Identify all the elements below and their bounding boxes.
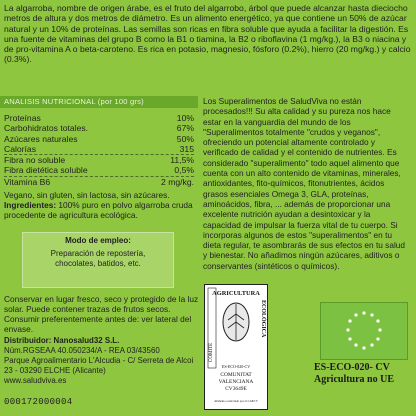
seal-name1: COMUNITAT [220,372,252,378]
seal-arc-left: COMITÉ [209,342,214,362]
seal-footer: Alimento controlado por el CAECV [214,399,258,403]
eu-origin: Agricultura no UE [314,374,394,385]
seal-arc-top: AGRICULTURA [212,290,260,297]
eu-certification-text [314,362,414,386]
usage-text: Preparación de repostería, chocolates, batidos, etc. [50,249,146,268]
nutrition-header: ANALISIS NUTRICIONAL (por 100 grs) [0,96,198,108]
nutrition-row: Fibra dietética soluble 0,5% [4,165,194,176]
nutrition-row: Fibra no soluble 11,5% [4,155,194,166]
vegan-claim: Vegano, sin gluten, sin lactosa, sin azúcares. [4,190,170,200]
storage-text: Conservar en lugar fresco, seco y protegido de la luz solar. Puede contener trazas de frutos secos. Consumir preferentemente antes de: ver lateral del envase. [4,294,199,334]
eu-code: ES-ECO-020- CV [314,362,390,373]
registry-number: Núm.RGSEAA 40.050234/A - REA 03/43560 [4,346,160,355]
organic-seal [204,284,268,410]
nutrition-row: Vitamina B6 2 mg/kg. [4,176,194,187]
nutrition-row: Azúcares naturales 50% [4,133,194,144]
website-link[interactable]: www.saludviva.es [4,376,67,385]
product-description: La algarroba, nombre de origen árabe, es el fruto del algarrobo, árbol que puede alcanzar hasta dieciocho metros de altura y dos metros de diámetro. Es un alimento energético, ya que contiene un 50% de azúcar natural y un 10% de proteínas. Las semillas son ricas en fibra soluble que ayuda a facilitar la digestión. Es una fuente de vitaminas del grupo B como la B1 o tiamina, la B2 o riboflavina (1 mg/kg.), la B3 o niacina y de pro-vitamina A o beta-caroteno. Es rica en potasio, magnesio, fósforo (0.2%), hierro (20 mg/kg.) y calcio (0.3%). [4,3,411,65]
nutrition-row: Proteínas 10% [4,113,194,123]
nutrition-row: Carbohidratos totales. 67% [4,123,194,134]
seal-code: ES-ECO-020-CV [221,364,251,369]
superfood-description: Los Superalimentos de SaludViva no están procesados!!! Su alta calidad y su pureza nos hace estar en la vanguardia del mundo de los "Superalimentos totalmente "crudos y veganos", ofreciendo un potencial altamente controlado y verificado de calidad y el contenido de nutrientes. Es considerado "superalimento" todo aquel alimento que cuenta con un alto contenido de vitaminas, minerales, antioxidantes, fito-químicos, fitonutrientes, ácidos grasos esenciales Omega 3, GLA, proteínas, aminoácidos, fibra, ... además de proporcionar una excelente nutrición ayudan a desintoxicar y la capacidad de impulsar la fuerza vital de tu cuerpo. Si incorporas algunos de estos "superalimentos" en tu dieta regular, te asombrarás de sus efectos en tu salud y bienestar. No añadimos ningún azúcares, aditivos o conservantes (sintéticos o químicos). [203,96,406,271]
seal-arc-side: ECOLÓGICA [260,300,266,338]
distributor-name: Distribuidor: Nanosalud32 S.L. [4,336,120,345]
nutrition-row: Calorías 315 [4,143,194,154]
leaf-icon [223,303,249,341]
nutrition-table [4,113,194,187]
ingredients: Ingredientes: 100% puro en polvo algarroba cruda procedente de agricultura ecológica. [4,200,193,220]
vegan-block [4,190,194,220]
seal-name2: VALENCIANA [218,379,254,385]
seal-number: CV3649E [225,386,247,392]
distributor-block [4,336,200,386]
barcode-number: 000172000004 [4,397,73,407]
eu-organic-logo [320,302,408,360]
usage-box [22,232,174,288]
distributor-address: Parque Agroalimentario L'Alcudia - C/ Serreta de Alcoi 23 - 03290 ELCHE (Alicante) [4,356,194,375]
usage-title: Modo de empleo: [65,236,131,245]
